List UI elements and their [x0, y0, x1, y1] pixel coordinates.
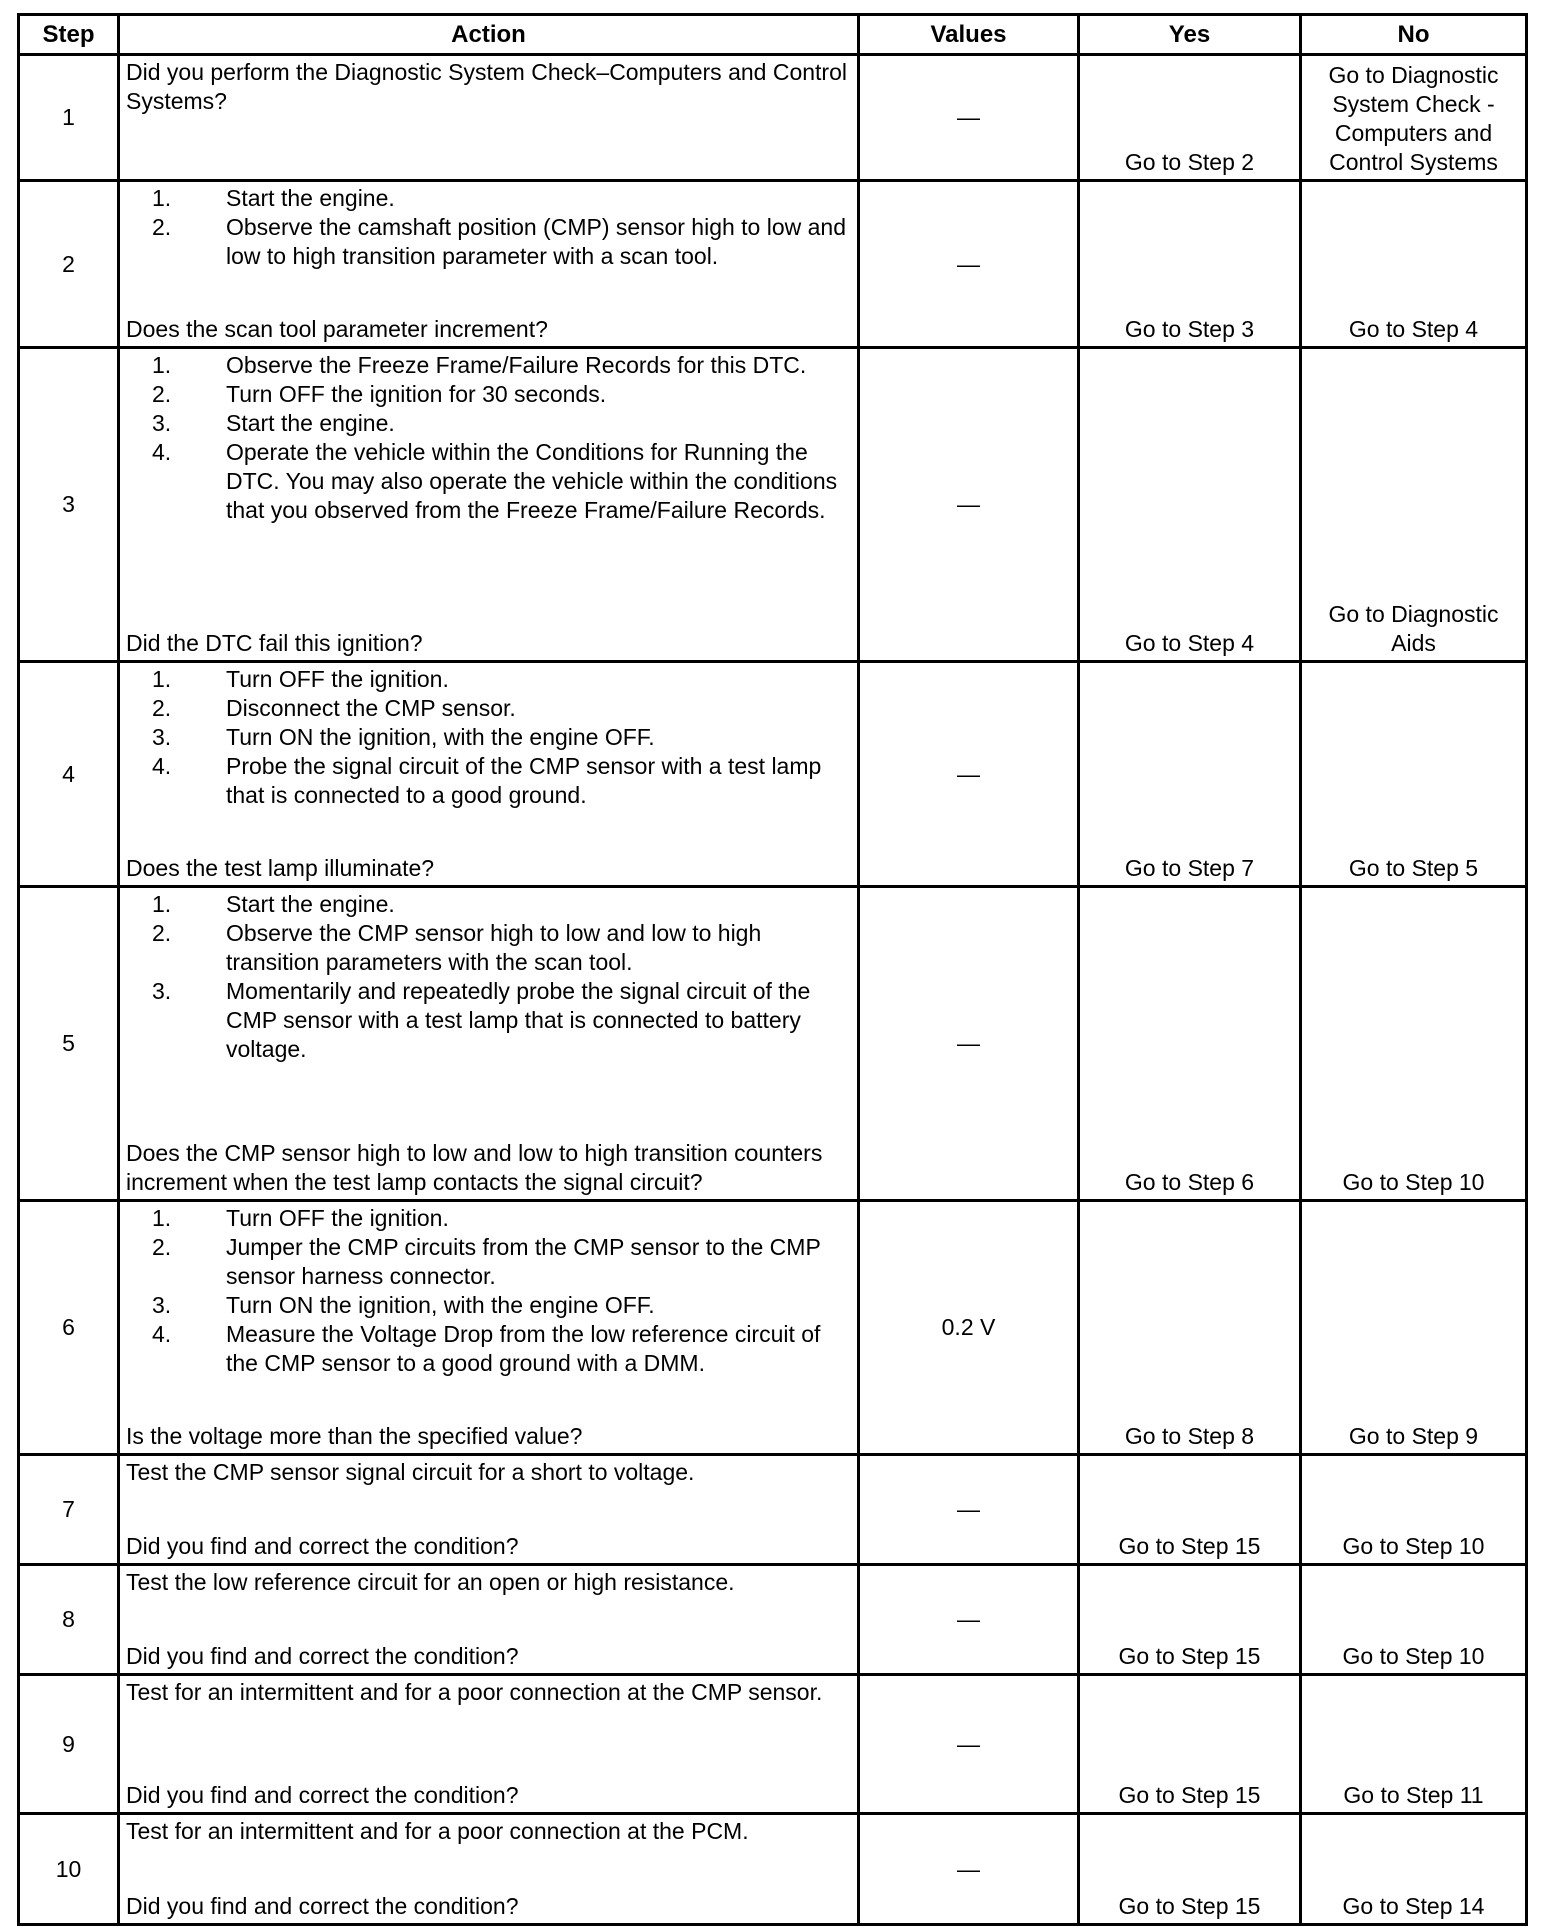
yes-content	[1080, 1566, 1299, 1673]
value-cell: —	[859, 1455, 1079, 1565]
action-step-item: Turn OFF the ignition for 30 seconds.	[226, 381, 607, 407]
action-cell	[119, 1675, 859, 1814]
action-content	[120, 182, 857, 346]
action-step-item: Start the engine.	[226, 891, 395, 917]
action-step-item: Disconnect the CMP sensor.	[226, 695, 516, 721]
no-content	[1302, 1815, 1525, 1923]
action-instruction: Test the CMP sensor signal circuit for a short to voltage.	[126, 1459, 695, 1485]
no-content	[1302, 663, 1525, 885]
no-result: Go to Diagnostic Aids	[1328, 601, 1499, 656]
action-steps-list	[126, 665, 851, 810]
action-content	[120, 1202, 857, 1453]
no-content	[1302, 349, 1525, 660]
no-result: Go to Step 10	[1342, 1643, 1485, 1669]
action-instruction: Test for an intermittent and for a poor connection at the PCM.	[126, 1818, 749, 1844]
step-number: 1	[19, 55, 119, 181]
action-instruction: Test for an intermittent and for a poor connection at the CMP sensor.	[126, 1679, 823, 1705]
action-question: Does the scan tool parameter increment?	[126, 316, 548, 342]
step-number: 2	[19, 181, 119, 348]
table-row	[19, 1675, 1527, 1814]
no-cell	[1301, 887, 1527, 1201]
action-step-item: Observe the Freeze Frame/Failure Records for this DTC.	[226, 352, 807, 378]
value-cell: —	[859, 348, 1079, 662]
no-cell	[1301, 1814, 1527, 1925]
header-step: Step	[19, 15, 119, 55]
step-number: 5	[19, 887, 119, 1201]
no-cell	[1301, 1565, 1527, 1675]
action-step-item: Probe the signal circuit of the CMP sensor with a test lamp that is connected to a good ground.	[226, 753, 822, 808]
yes-result: Go to Step 15	[1118, 1893, 1261, 1919]
action-question: Did you find and correct the condition?	[126, 1533, 519, 1559]
action-step-item: Start the engine.	[226, 185, 395, 211]
action-cell	[119, 181, 859, 348]
value-cell: —	[859, 1565, 1079, 1675]
action-steps-list	[126, 184, 851, 271]
action-step-item: Observe the camshaft position (CMP) sensor high to low and low to high transition parameter with a scan tool.	[226, 214, 847, 269]
action-steps-list	[126, 1204, 851, 1378]
yes-result: Go to Step 7	[1124, 855, 1255, 881]
no-cell	[1301, 662, 1527, 887]
action-question: Did the DTC fail this ignition?	[126, 630, 423, 656]
no-result: Go to Step 10	[1342, 1169, 1485, 1195]
action-content	[120, 663, 857, 885]
action-cell	[119, 1201, 859, 1455]
action-step-item: Observe the CMP sensor high to low and low to high transition parameters with the scan tool.	[226, 920, 762, 975]
action-step-item: Measure the Voltage Drop from the low reference circuit of the CMP sensor to a good ground with a DMM.	[226, 1321, 821, 1376]
yes-cell	[1079, 887, 1301, 1201]
action-step-item: Momentarily and repeatedly probe the signal circuit of the CMP sensor with a test lamp that is connected to battery voltage.	[226, 978, 811, 1062]
step-number: 6	[19, 1201, 119, 1455]
table-row	[19, 1565, 1527, 1675]
no-cell	[1301, 1675, 1527, 1814]
yes-result: Go to Step 15	[1118, 1533, 1261, 1559]
header-yes: Yes	[1079, 15, 1301, 55]
yes-cell	[1079, 181, 1301, 348]
yes-content	[1080, 182, 1299, 346]
action-content	[120, 1815, 857, 1923]
yes-cell	[1079, 55, 1301, 181]
value-cell: —	[859, 181, 1079, 348]
value-cell: —	[859, 887, 1079, 1201]
header-no: No	[1301, 15, 1527, 55]
value-cell: —	[859, 1675, 1079, 1814]
action-step-item: Jumper the CMP circuits from the CMP sensor to the CMP sensor harness connector.	[226, 1234, 821, 1289]
header-values: Values	[859, 15, 1079, 55]
yes-content	[1080, 1202, 1299, 1453]
no-result: Go to Step 10	[1342, 1533, 1485, 1559]
action-content	[120, 349, 857, 660]
yes-content	[1080, 1815, 1299, 1923]
no-result: Go to Diagnostic System Check - Computers and Control Systems	[1328, 62, 1499, 175]
yes-content	[1080, 663, 1299, 885]
action-step-item: Turn ON the ignition, with the engine OFF.	[226, 724, 655, 750]
action-step-item: Turn ON the ignition, with the engine OFF.	[226, 1292, 655, 1318]
action-question: Is the voltage more than the specified value?	[126, 1423, 583, 1449]
action-cell	[119, 662, 859, 887]
action-content	[120, 1676, 857, 1812]
action-question: Did you find and correct the condition?	[126, 1893, 519, 1919]
table-row	[19, 1455, 1527, 1565]
yes-content	[1080, 1676, 1299, 1812]
no-content	[1302, 1456, 1525, 1563]
action-cell	[119, 348, 859, 662]
action-cell	[119, 1814, 859, 1925]
step-number: 3	[19, 348, 119, 662]
no-content	[1302, 1566, 1525, 1673]
action-step-item: Turn OFF the ignition.	[226, 1205, 449, 1231]
yes-cell	[1079, 662, 1301, 887]
no-content	[1302, 1676, 1525, 1812]
no-result: Go to Step 14	[1342, 1893, 1485, 1919]
no-cell	[1301, 1201, 1527, 1455]
yes-content	[1080, 349, 1299, 660]
no-content	[1302, 1202, 1525, 1453]
yes-result: Go to Step 3	[1124, 316, 1255, 342]
no-cell	[1301, 181, 1527, 348]
yes-content	[1080, 1456, 1299, 1563]
table-row	[19, 348, 1527, 662]
header-action: Action	[119, 15, 859, 55]
action-cell	[119, 1565, 859, 1675]
yes-cell	[1079, 1201, 1301, 1455]
yes-content	[1080, 56, 1299, 179]
action-content	[120, 1456, 857, 1563]
table-row	[19, 887, 1527, 1201]
yes-result: Go to Step 15	[1118, 1643, 1261, 1669]
value-cell: —	[859, 1814, 1079, 1925]
yes-content	[1080, 888, 1299, 1199]
value-cell: 0.2 V	[859, 1201, 1079, 1455]
action-step-item: Turn OFF the ignition.	[226, 666, 449, 692]
yes-result: Go to Step 6	[1124, 1169, 1255, 1195]
diagnostic-table	[17, 13, 1528, 1926]
header-row	[19, 15, 1527, 55]
action-instruction: Did you perform the Diagnostic System Check–Computers and Control Systems?	[126, 59, 847, 114]
table-row	[19, 181, 1527, 348]
no-cell	[1301, 55, 1527, 181]
action-question: Does the CMP sensor high to low and low to high transition counters increment when the test lamp contacts the signal circuit?	[126, 1140, 823, 1195]
action-question: Did you find and correct the condition?	[126, 1782, 519, 1808]
table-row	[19, 1201, 1527, 1455]
no-content	[1302, 182, 1525, 346]
no-result: Go to Step 11	[1343, 1782, 1484, 1808]
action-question: Did you find and correct the condition?	[126, 1643, 519, 1669]
action-content	[120, 1566, 857, 1673]
action-cell	[119, 1455, 859, 1565]
action-step-item: Operate the vehicle within the Conditions for Running the DTC. You may also operate the vehicle within the conditions that you observed from the Freeze Frame/Failure Records.	[226, 439, 838, 523]
table-row	[19, 662, 1527, 887]
action-steps-list	[126, 351, 851, 525]
step-number: 9	[19, 1675, 119, 1814]
action-instruction: Test the low reference circuit for an open or high resistance.	[126, 1569, 735, 1595]
yes-cell	[1079, 1675, 1301, 1814]
value-cell: —	[859, 55, 1079, 181]
step-number: 8	[19, 1565, 119, 1675]
action-step-item: Start the engine.	[226, 410, 395, 436]
no-content	[1302, 56, 1525, 179]
action-cell	[119, 55, 859, 181]
step-number: 7	[19, 1455, 119, 1565]
value-cell: —	[859, 662, 1079, 887]
step-number: 10	[19, 1814, 119, 1925]
yes-result: Go to Step 2	[1124, 149, 1255, 175]
no-content	[1302, 888, 1525, 1199]
action-steps-list	[126, 890, 851, 1064]
action-question: Does the test lamp illuminate?	[126, 855, 435, 881]
no-cell	[1301, 1455, 1527, 1565]
yes-cell	[1079, 1814, 1301, 1925]
table-row	[19, 1814, 1527, 1925]
yes-cell	[1079, 348, 1301, 662]
step-number: 4	[19, 662, 119, 887]
no-cell	[1301, 348, 1527, 662]
action-content	[120, 888, 857, 1199]
table-row	[19, 55, 1527, 181]
action-cell	[119, 887, 859, 1201]
no-result: Go to Step 9	[1348, 1423, 1479, 1449]
yes-result: Go to Step 4	[1124, 630, 1255, 656]
yes-cell	[1079, 1565, 1301, 1675]
action-content	[120, 56, 857, 179]
no-result: Go to Step 4	[1348, 316, 1479, 342]
yes-cell	[1079, 1455, 1301, 1565]
yes-result: Go to Step 8	[1124, 1423, 1255, 1449]
no-result: Go to Step 5	[1348, 855, 1479, 881]
table-body	[19, 55, 1527, 1925]
yes-result: Go to Step 15	[1118, 1782, 1261, 1808]
